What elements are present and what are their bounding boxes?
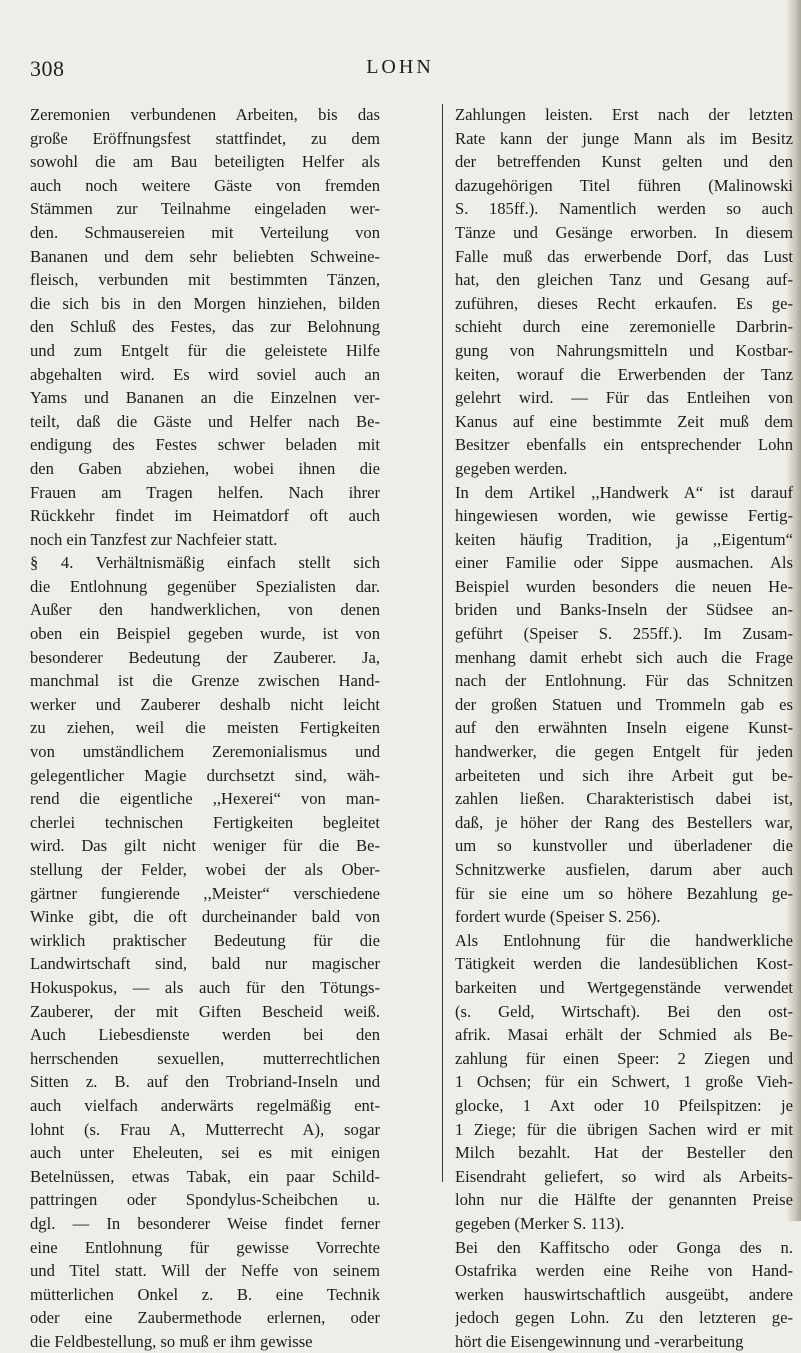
text-line: Schnitzwerke ausfielen, darum aber auch bbox=[455, 858, 793, 882]
text-line: auch vielfach anderwärts regelmäßig ent- bbox=[30, 1094, 380, 1118]
text-line: lohnt (s. Frau A, Mutterrecht A), sogar bbox=[30, 1118, 380, 1142]
text-line: Winke gibt, die oft durcheinander bald von bbox=[30, 905, 380, 929]
running-title: LOHN bbox=[30, 56, 770, 79]
text-line: Bananen und dem sehr beliebten Schweine- bbox=[30, 245, 380, 269]
text-line: Landwirtschaft sind, bald nur magischer bbox=[30, 952, 380, 976]
text-line: zu ziehen, weil die meisten Fertigkeiten bbox=[30, 716, 380, 740]
text-line: gegeben werden. bbox=[455, 457, 793, 481]
text-line: nach der Entlohnung. Für das Schnitzen bbox=[455, 669, 793, 693]
text-line: um so kunstvoller und überladener die bbox=[455, 834, 793, 858]
text-line: teilt, daß die Gäste und Helfer nach Be- bbox=[30, 410, 380, 434]
text-line: barkeiten und Wertgegenstände verwendet bbox=[455, 976, 793, 1000]
text-line: § 4. Verhältnismäßig einfach stellt sich bbox=[30, 551, 380, 575]
text-line: S. 185ff.). Namentlich werden so auch bbox=[455, 197, 793, 221]
text-line: schieht durch eine zeremonielle Darbrin- bbox=[455, 315, 793, 339]
page-header bbox=[30, 56, 770, 84]
text-line: besonderer Bedeutung der Zauberer. Ja, bbox=[30, 646, 380, 670]
text-line: afrik. Masai erhält der Schmied als Be- bbox=[455, 1023, 793, 1047]
right-text-column bbox=[455, 103, 793, 1353]
text-line: wird. Das gilt nicht weniger für die Be- bbox=[30, 834, 380, 858]
text-line: daß, je höher der Rang des Bestellers war, bbox=[455, 811, 793, 835]
text-line: 1 Ziege; für die übrigen Sachen wird er mit bbox=[455, 1118, 793, 1142]
text-line: auch noch weitere Gäste von fremden bbox=[30, 174, 380, 198]
text-line: Zauberer, der mit Giften Bescheid weiß. bbox=[30, 1000, 380, 1024]
text-line: geführt (Speiser S. 255ff.). Im Zusam- bbox=[455, 622, 793, 646]
text-line: Auch Liebesdienste werden bei den bbox=[30, 1023, 380, 1047]
text-line: 1 Ochsen; für ein Schwert, 1 große Vieh- bbox=[455, 1070, 793, 1094]
text-line: hingewiesen worden, wie gewisse Fertig- bbox=[455, 504, 793, 528]
text-line: briden und Banks-Inseln der Südsee an- bbox=[455, 598, 793, 622]
text-line: und zum Entgelt für die geleistete Hilfe bbox=[30, 339, 380, 363]
text-line: oben ein Beispiel gegeben wurde, ist von bbox=[30, 622, 380, 646]
text-line: den Gaben abziehen, wobei ihnen die bbox=[30, 457, 380, 481]
text-line: Sitten z. B. auf den Trobriand-Inseln und bbox=[30, 1070, 380, 1094]
text-line: handwerker, die gegen Entgelt für jeden bbox=[455, 740, 793, 764]
text-line: Rate kann der junge Mann als im Besitz bbox=[455, 127, 793, 151]
text-line: und Titel statt. Will der Neffe von seinem bbox=[30, 1259, 380, 1283]
text-line: Stämmen zur Teilnahme eingeladen wer- bbox=[30, 197, 380, 221]
text-line: auf den erwähnten Inseln eigene Kunst- bbox=[455, 716, 793, 740]
text-line: endigung des Festes schwer beladen mit bbox=[30, 433, 380, 457]
text-line: Betelnüssen, etwas Tabak, ein paar Schild- bbox=[30, 1165, 380, 1189]
text-line: pattringen oder Spondylus-Scheibchen u. bbox=[30, 1188, 380, 1212]
text-line: (s. Geld, Wirtschaft). Bei den ost- bbox=[455, 1000, 793, 1024]
paragraph bbox=[455, 103, 793, 481]
text-line: Besitzer ebenfalls ein entsprechender Lohn bbox=[455, 433, 793, 457]
text-line: Tänze und Gesänge erworben. In diesem bbox=[455, 221, 793, 245]
text-line: die Feldbestellung, so muß er ihm gewisse bbox=[30, 1330, 380, 1353]
text-line: In dem Artikel ,,Handwerk A“ ist darauf bbox=[455, 481, 793, 505]
paragraph bbox=[455, 929, 793, 1236]
text-line: glocke, 1 Axt oder 10 Pfeilspitzen: je bbox=[455, 1094, 793, 1118]
text-line: zahlen ließen. Charakteristisch dabei ist, bbox=[455, 787, 793, 811]
page-number: 308 bbox=[30, 56, 65, 82]
text-line: den Schluß des Festes, das zur Belohnung bbox=[30, 315, 380, 339]
paragraph bbox=[30, 103, 380, 551]
text-line: große Eröffnungsfest stattfindet, zu dem bbox=[30, 127, 380, 151]
text-line: einer Familie oder Sippe ausmachen. Als bbox=[455, 551, 793, 575]
text-line: Zeremonien verbundenen Arbeiten, bis das bbox=[30, 103, 380, 127]
text-line: auch unter Eheleuten, sei es mit einigen bbox=[30, 1141, 380, 1165]
text-line: Tätigkeit werden die landesüblichen Kost- bbox=[455, 952, 793, 976]
left-text-column bbox=[30, 103, 380, 1353]
text-line: Rückkehr findet im Heimatdorf oft auch bbox=[30, 504, 380, 528]
text-line: gegeben (Merker S. 113). bbox=[455, 1212, 793, 1236]
text-line: der betreffenden Kunst gelten und den bbox=[455, 150, 793, 174]
text-line: gelegentlicher Magie durchsetzt sind, wäh- bbox=[30, 764, 380, 788]
text-line: eine Entlohnung für gewisse Vorrechte bbox=[30, 1236, 380, 1260]
text-line: menhang damit erhebt sich auch die Frage bbox=[455, 646, 793, 670]
text-line: werken hauswirtschaftlich ausgeübt, andere bbox=[455, 1283, 793, 1307]
text-line: mütterlichen Onkel z. B. eine Technik bbox=[30, 1283, 380, 1307]
text-line: manchmal ist die Grenze zwischen Hand- bbox=[30, 669, 380, 693]
text-line: keiten häufig Tradition, ja ,,Eigentum“ bbox=[455, 528, 793, 552]
text-line: sowohl die am Bau beteiligten Helfer als bbox=[30, 150, 380, 174]
text-line: dazugehörigen Titel führen (Malinowski bbox=[455, 174, 793, 198]
text-line: hat, den gleichen Tanz und Gesang auf- bbox=[455, 268, 793, 292]
text-line: für sie eine um so höhere Bezahlung ge- bbox=[455, 882, 793, 906]
text-line: rend die eigentliche ,,Hexerei“ von man- bbox=[30, 787, 380, 811]
column-divider bbox=[442, 104, 443, 1182]
text-line: Bei den Kaffitscho oder Gonga des n. bbox=[455, 1236, 793, 1260]
text-line: Frauen am Tragen helfen. Nach ihrer bbox=[30, 481, 380, 505]
text-line: Außer den handwerklichen, von denen bbox=[30, 598, 380, 622]
text-line: Beispiel wurden besonders die neuen He- bbox=[455, 575, 793, 599]
text-line: Milch bezahlt. Hat der Besteller den bbox=[455, 1141, 793, 1165]
text-line: Kanus auf eine bestimmte Zeit muß dem bbox=[455, 410, 793, 434]
text-line: Falle muß das erwerbende Dorf, das Lust bbox=[455, 245, 793, 269]
text-line: die sich bis in den Morgen hinziehen, bilden bbox=[30, 292, 380, 316]
text-line: lohn nur die Hälfte der genannten Preise bbox=[455, 1188, 793, 1212]
text-line: Zahlungen leisten. Erst nach der letzten bbox=[455, 103, 793, 127]
text-line: fleisch, verbunden mit bestimmten Tänzen, bbox=[30, 268, 380, 292]
text-line: die Entlohnung gegenüber Spezialisten dar. bbox=[30, 575, 380, 599]
text-line: zuführen, dieses Recht erkaufen. Es ge- bbox=[455, 292, 793, 316]
text-line: gung von Nahrungsmitteln und Kostbar- bbox=[455, 339, 793, 363]
paragraph bbox=[455, 1236, 793, 1353]
text-line: Hokuspokus, — als auch für den Tötungs- bbox=[30, 976, 380, 1000]
text-line: cherlei technischen Fertigkeiten begleitet bbox=[30, 811, 380, 835]
text-line: werker und Zauberer deshalb nicht leicht bbox=[30, 693, 380, 717]
text-line: noch ein Tanzfest zur Nachfeier statt. bbox=[30, 528, 380, 552]
text-line: Eisendraht geliefert, so wird als Arbeits- bbox=[455, 1165, 793, 1189]
text-line: Yams und Bananen an die Einzelnen ver- bbox=[30, 386, 380, 410]
text-line: zahlung für einen Speer: 2 Ziegen und bbox=[455, 1047, 793, 1071]
text-line: hört die Eisengewinnung und -verarbeitung bbox=[455, 1330, 793, 1353]
text-line: oder eine Zaubermethode erlernen, oder bbox=[30, 1306, 380, 1330]
paragraph bbox=[30, 551, 380, 1353]
text-line: stellung der Felder, wobei der als Ober- bbox=[30, 858, 380, 882]
text-line: den. Schmausereien mit Verteilung von bbox=[30, 221, 380, 245]
text-line: Als Entlohnung für die handwerkliche bbox=[455, 929, 793, 953]
text-line: abgehalten wird. Es wird soviel auch an bbox=[30, 363, 380, 387]
text-line: dgl. — In besonderer Weise findet ferner bbox=[30, 1212, 380, 1236]
text-line: jedoch gegen Lohn. Zu den letzteren ge- bbox=[455, 1306, 793, 1330]
text-line: von umständlichem Zeremonialismus und bbox=[30, 740, 380, 764]
text-line: gelehrt wird. — Für das Entleihen von bbox=[455, 386, 793, 410]
text-line: gärtner fungierende ,,Meister“ verschiedene bbox=[30, 882, 380, 906]
text-line: der großen Statuen und Trommeln gab es bbox=[455, 693, 793, 717]
paragraph bbox=[455, 481, 793, 929]
text-line: herrschenden sexuellen, mutterrechtlichen bbox=[30, 1047, 380, 1071]
text-line: fordert wurde (Speiser S. 256). bbox=[455, 905, 793, 929]
text-line: wirklich praktischer Bedeutung für die bbox=[30, 929, 380, 953]
text-line: keiten, worauf die Erwerbenden der Tanz bbox=[455, 363, 793, 387]
text-line: Ostafrika werden eine Reihe von Hand- bbox=[455, 1259, 793, 1283]
text-line: arbeiteten und sich ihre Arbeit gut be- bbox=[455, 764, 793, 788]
